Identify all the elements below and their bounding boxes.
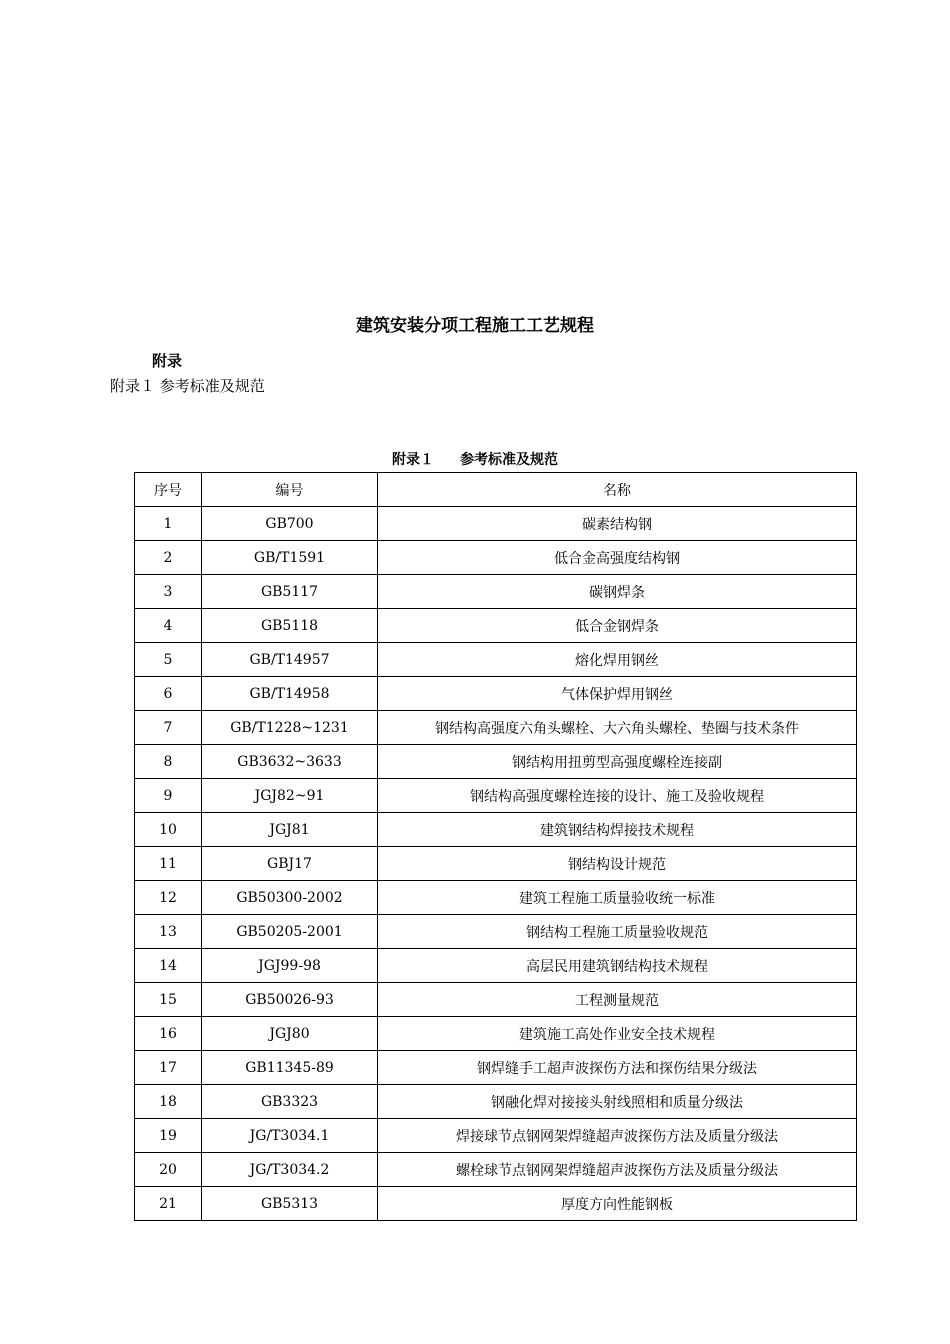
cell-name: 建筑钢结构焊接技术规程 xyxy=(378,813,857,847)
cell-index: 2 xyxy=(135,541,202,575)
table-header-row xyxy=(135,473,857,507)
table-row xyxy=(135,847,857,881)
table-row xyxy=(135,915,857,949)
cell-index: 4 xyxy=(135,609,202,643)
cell-index: 14 xyxy=(135,949,202,983)
table-row xyxy=(135,677,857,711)
cell-code: JGJ82~91 xyxy=(202,779,378,813)
cell-code: JGJ99-98 xyxy=(202,949,378,983)
cell-code: JG/T3034.2 xyxy=(202,1153,378,1187)
cell-code: GB50300-2002 xyxy=(202,881,378,915)
table-body xyxy=(135,507,857,1221)
cell-index: 1 xyxy=(135,507,202,541)
table-row xyxy=(135,711,857,745)
cell-index: 3 xyxy=(135,575,202,609)
cell-name: 低合金钢焊条 xyxy=(378,609,857,643)
header-index: 序号 xyxy=(135,473,202,507)
cell-name: 厚度方向性能钢板 xyxy=(378,1187,857,1221)
cell-code: GB/T14957 xyxy=(202,643,378,677)
cell-index: 6 xyxy=(135,677,202,711)
cell-name: 熔化焊用钢丝 xyxy=(378,643,857,677)
cell-code: GB50026-93 xyxy=(202,983,378,1017)
cell-name: 钢结构高强度六角头螺栓、大六角头螺栓、垫圈与技术条件 xyxy=(378,711,857,745)
cell-name: 钢结构高强度螺栓连接的设计、施工及验收规程 xyxy=(378,779,857,813)
cell-name: 钢结构用扭剪型高强度螺栓连接副 xyxy=(378,745,857,779)
cell-name: 钢结构工程施工质量验收规范 xyxy=(378,915,857,949)
cell-index: 21 xyxy=(135,1187,202,1221)
cell-index: 9 xyxy=(135,779,202,813)
table-row xyxy=(135,541,857,575)
header-name: 名称 xyxy=(378,473,857,507)
cell-index: 20 xyxy=(135,1153,202,1187)
cell-index: 13 xyxy=(135,915,202,949)
appendix-line: 附录１ 参考标准及规范 xyxy=(110,377,265,395)
cell-code: JGJ80 xyxy=(202,1017,378,1051)
table-caption-prefix: 附录１ xyxy=(392,452,434,468)
cell-code: GB/T14958 xyxy=(202,677,378,711)
cell-name: 气体保护焊用钢丝 xyxy=(378,677,857,711)
table-row xyxy=(135,881,857,915)
table-row xyxy=(135,1051,857,1085)
cell-name: 钢焊缝手工超声波探伤方法和探伤结果分级法 xyxy=(378,1051,857,1085)
cell-code: GB5118 xyxy=(202,609,378,643)
table-row xyxy=(135,1187,857,1221)
table-row xyxy=(135,1119,857,1153)
appendix-heading: 附录 xyxy=(152,352,183,370)
table-row xyxy=(135,507,857,541)
cell-name: 建筑施工高处作业安全技术规程 xyxy=(378,1017,857,1051)
table-row xyxy=(135,1085,857,1119)
cell-code: GB3323 xyxy=(202,1085,378,1119)
table-row xyxy=(135,949,857,983)
table-row xyxy=(135,643,857,677)
cell-name: 焊接球节点钢网架焊缝超声波探伤方法及质量分级法 xyxy=(378,1119,857,1153)
table-row xyxy=(135,813,857,847)
cell-index: 19 xyxy=(135,1119,202,1153)
cell-code: JG/T3034.1 xyxy=(202,1119,378,1153)
cell-name: 螺栓球节点钢网架焊缝超声波探伤方法及质量分级法 xyxy=(378,1153,857,1187)
table-row xyxy=(135,609,857,643)
cell-index: 15 xyxy=(135,983,202,1017)
reference-standards-table xyxy=(134,472,857,1221)
cell-index: 17 xyxy=(135,1051,202,1085)
table-row xyxy=(135,745,857,779)
cell-code: JGJ81 xyxy=(202,813,378,847)
cell-code: GB50205-2001 xyxy=(202,915,378,949)
cell-index: 10 xyxy=(135,813,202,847)
cell-code: GB5313 xyxy=(202,1187,378,1221)
cell-code: GB/T1591 xyxy=(202,541,378,575)
cell-code: GB3632~3633 xyxy=(202,745,378,779)
table-row xyxy=(135,1153,857,1187)
cell-index: 8 xyxy=(135,745,202,779)
cell-index: 11 xyxy=(135,847,202,881)
cell-name: 碳钢焊条 xyxy=(378,575,857,609)
cell-name: 高层民用建筑钢结构技术规程 xyxy=(378,949,857,983)
table-row xyxy=(135,575,857,609)
cell-index: 16 xyxy=(135,1017,202,1051)
cell-name: 低合金高强度结构钢 xyxy=(378,541,857,575)
cell-index: 7 xyxy=(135,711,202,745)
cell-code: GB/T1228~1231 xyxy=(202,711,378,745)
document-title: 建筑安装分项工程施工工艺规程 xyxy=(356,316,594,336)
cell-index: 18 xyxy=(135,1085,202,1119)
table-row xyxy=(135,779,857,813)
table-caption-title: 参考标准及规范 xyxy=(460,452,558,468)
cell-name: 建筑工程施工质量验收统一标准 xyxy=(378,881,857,915)
cell-index: 12 xyxy=(135,881,202,915)
cell-name: 碳素结构钢 xyxy=(378,507,857,541)
table-caption xyxy=(0,450,950,470)
cell-name: 工程测量规范 xyxy=(378,983,857,1017)
cell-code: GBJ17 xyxy=(202,847,378,881)
table-row xyxy=(135,983,857,1017)
cell-name: 钢结构设计规范 xyxy=(378,847,857,881)
table-row xyxy=(135,1017,857,1051)
cell-name: 钢融化焊对接接头射线照相和质量分级法 xyxy=(378,1085,857,1119)
cell-code: GB11345-89 xyxy=(202,1051,378,1085)
cell-code: GB5117 xyxy=(202,575,378,609)
cell-code: GB700 xyxy=(202,507,378,541)
cell-index: 5 xyxy=(135,643,202,677)
header-code: 编号 xyxy=(202,473,378,507)
